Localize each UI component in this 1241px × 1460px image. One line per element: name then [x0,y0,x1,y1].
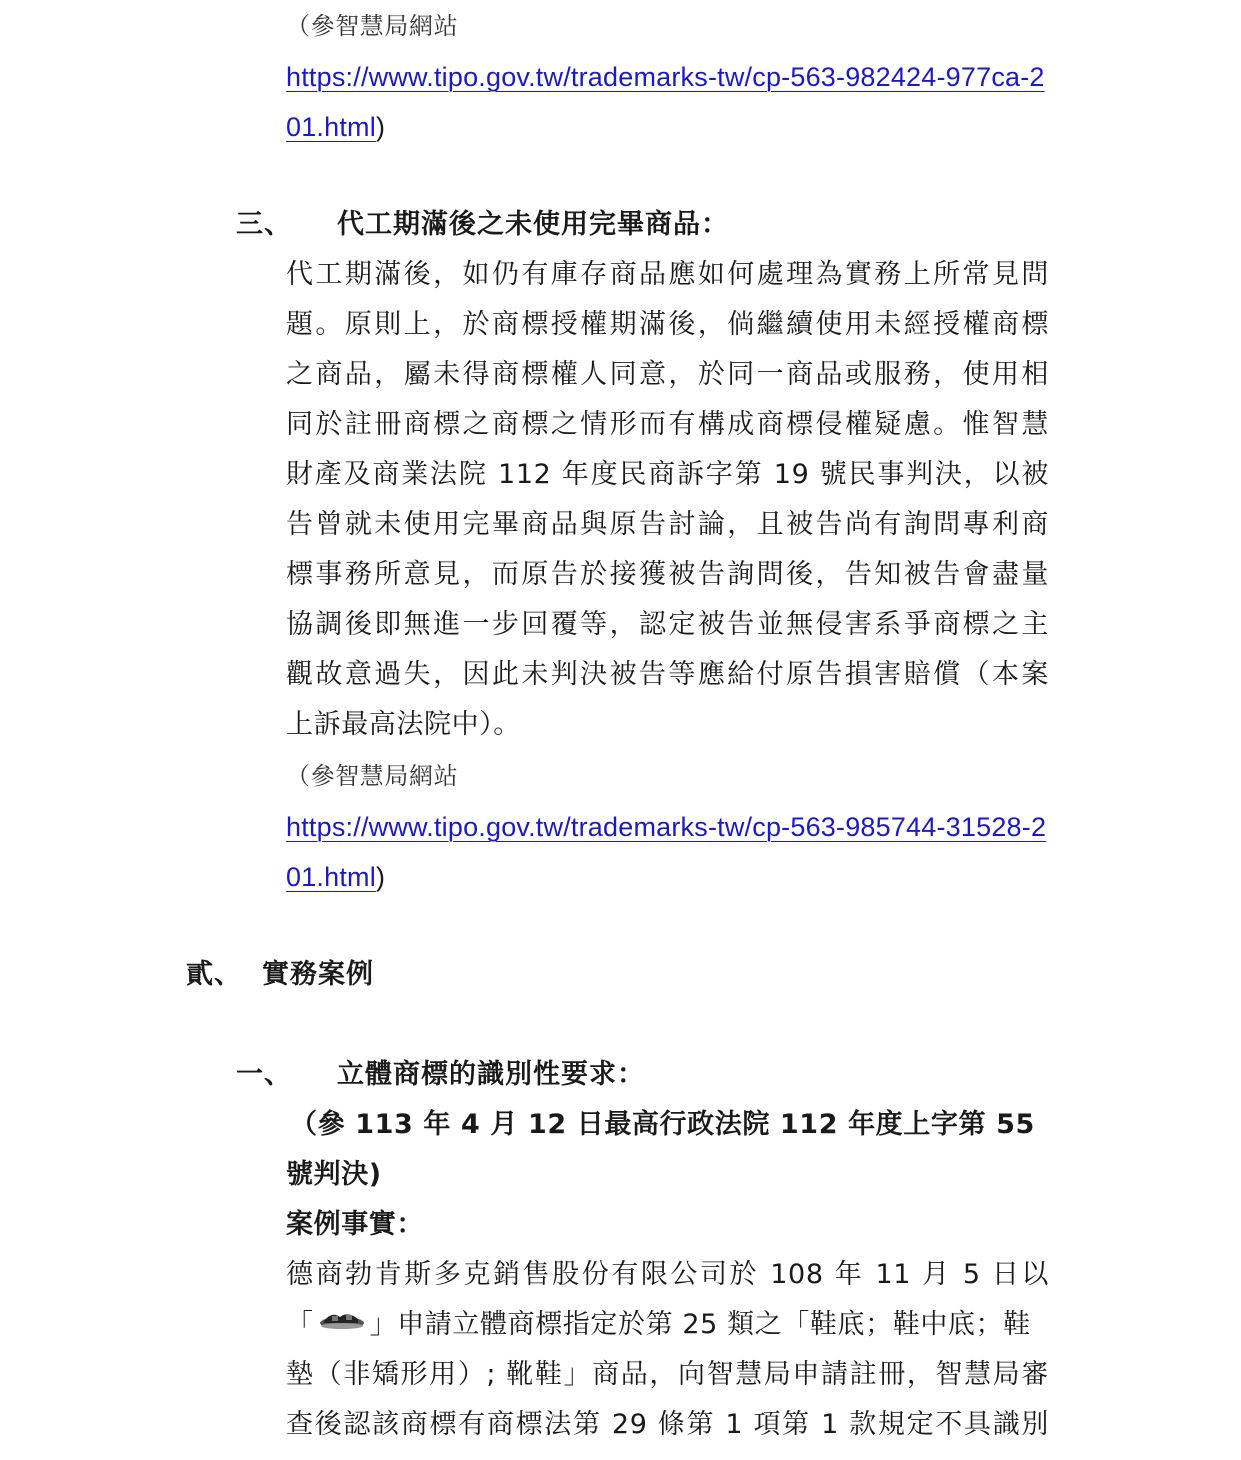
sandal-trademark-icon [318,1305,366,1331]
ref2-url-line2 [286,857,386,898]
section3-line-2: 題。原則上，於商標授權期滿後，倘繼續使用未經授權商標 [286,309,1049,340]
part2-title: 實務案例 [262,959,374,990]
ref2-url-line1 [286,807,1046,848]
case1-facts-label: 案例事實： [286,1209,424,1240]
section3-line-4: 同於註冊商標之商標之情形而有構成商標侵權疑慮。惟智慧 [286,409,1049,440]
part2-number: 貳、 [186,959,242,990]
section3-line-8: 協調後即無進一步回覆等，認定被告並無侵害系爭商標之主 [286,609,1049,640]
ref2-link-part2[interactable]: 01.html [286,862,376,892]
case1-title: 立體商標的識別性要求： [337,1059,645,1090]
case1-line2-rest: 」申請立體商標指定於第 25 類之「鞋底；鞋中底；鞋 [369,1309,1031,1340]
case1-line-1: 德商勃肯斯多克銷售股份有限公司於 108 年 11 月 5 日以 [286,1259,1049,1290]
ref1-url-line1 [286,57,1045,98]
case1-citation-line1: （參 113 年 4 月 12 日最高行政法院 112 年度上字第 55 [290,1109,1035,1140]
section3-line-3: 之商品，屬未得商標權人同意，於同一商品或服務，使用相 [286,359,1049,390]
section3-number: 三、 [236,209,292,240]
section3-line-6: 告曾就未使用完畢商品與原告討論，且被告尚有詢問專利商 [286,509,1049,540]
ref1-link-part2[interactable]: 01.html [286,112,376,142]
section3-line-10: 上訴最高法院中）。 [286,709,521,740]
ref2-link-part1[interactable]: https://www.tipo.gov.tw/trademarks-tw/cp-563-985744-31528-2 [286,812,1047,842]
case1-line-2 [286,1305,1049,1345]
section3-line-5: 財產及商業法院 112 年度民商訴字第 19 號民事判決，以被 [286,459,1049,490]
case1-citation-line2: 號判決) [286,1159,382,1190]
ref1-url-line2 [286,107,386,148]
section3-line-7: 標事務所意見，而原告於接獲被告詢問後，告知被告會盡量 [286,559,1049,590]
case1-number: 一、 [236,1059,292,1090]
section3-title: 代工期滿後之未使用完畢商品： [337,209,729,240]
ref1-prefix: （參智慧局網站 [286,12,459,40]
ref2-suffix: ) [375,862,386,892]
ref1-suffix: ) [375,112,386,142]
ref1-link-part1[interactable]: https://www.tipo.gov.tw/trademarks-tw/cp-563-982424-977ca-2 [286,62,1045,92]
section3-line-9: 觀故意過失，因此未判決被告等應給付原告損害賠償（本案 [286,659,1049,690]
ref2-prefix: （參智慧局網站 [286,762,459,790]
case1-line-4: 查後認該商標有商標法第 29 條第 1 項第 1 款規定不具識別 [286,1409,1049,1440]
case1-line-3: 墊（非矯形用）; 靴鞋」商品，向智慧局申請註冊，智慧局審 [286,1359,1049,1390]
section3-line-1: 代工期滿後，如仍有庫存商品應如何處理為實務上所常見問 [286,259,1049,290]
case1-line2-open-quote: 「 [286,1309,314,1340]
